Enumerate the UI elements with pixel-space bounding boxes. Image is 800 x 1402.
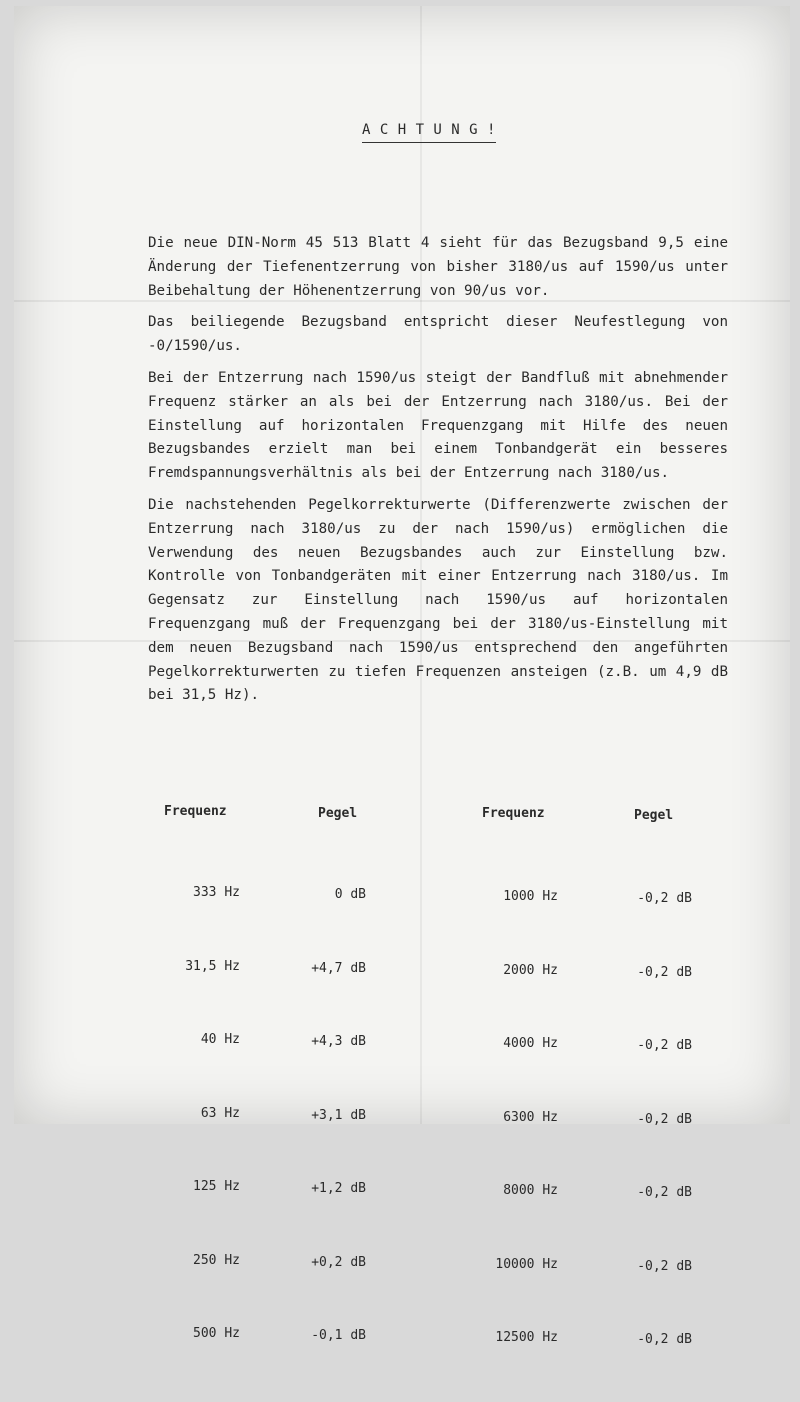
- table-cell: 8000 Hz: [503, 1183, 558, 1198]
- table-cell: 12500 Hz: [495, 1330, 558, 1345]
- table-cell: 63 Hz: [200, 1105, 240, 1121]
- header-frequency-right: Frequenz: [482, 806, 545, 821]
- table-cell: 125 Hz: [193, 1179, 240, 1194]
- table-cell: +4,7 dB: [311, 960, 366, 976]
- table-cell: 0 dB: [334, 887, 366, 902]
- column-level-right: [602, 838, 692, 1402]
- table-cell: +1,2 dB: [311, 1181, 366, 1196]
- table-cell: -0,1 dB: [311, 1328, 366, 1343]
- table-cell: +3,1 dB: [311, 1107, 366, 1123]
- table-cell: 1000 Hz: [503, 889, 558, 904]
- header-frequency-left: Frequenz: [164, 804, 227, 819]
- table-cell: +0,2 dB: [311, 1254, 366, 1270]
- column-frequency-left: [150, 832, 240, 1396]
- table-cell: 40 Hz: [200, 1032, 240, 1047]
- body-text: [148, 232, 728, 716]
- table-cell: 10000 Hz: [495, 1256, 558, 1272]
- column-level-left: [276, 834, 366, 1398]
- table-cell: -0,2 dB: [637, 1332, 692, 1347]
- table-cell: 2000 Hz: [503, 962, 558, 978]
- table-cell: 500 Hz: [193, 1326, 240, 1341]
- table-cell: 333 Hz: [193, 885, 240, 900]
- table-cell: -0,2 dB: [637, 891, 692, 906]
- table-cell: 31,5 Hz: [185, 958, 240, 974]
- header-level-left: Pegel: [318, 806, 358, 821]
- table-cell: -0,2 dB: [637, 1038, 692, 1053]
- paragraph: Die nachstehenden Pegelkorrekturwerte (Differenzwerte zwischen der Entzerrung nach 3180/us zu der nach 1590/us) ermöglichen die Verwendung des neuen Bezugsbandes auch zur Einstellung bzw. Kontrolle von Tonbandgeräten mit einer Entzerrung nach 3180/us. Im Gegensatz zur Einstellung nach 1590/us auf horizontalen Frequenzgang muß der Frequenzgang bei der 3180/us-Einstellung mit dem neuen Bezugsband nach 1590/us entsprechend den angeführten Pegelkorrekturwerten zu tiefen Frequenzen ansteigen (z.B. um 4,9 dB bei 31,5 Hz).: [148, 496, 728, 704]
- table-cell: 4000 Hz: [503, 1036, 558, 1051]
- table-cell: +4,3 dB: [311, 1034, 366, 1049]
- table-cell: 250 Hz: [193, 1252, 240, 1268]
- table-cell: -0,2 dB: [637, 1185, 692, 1200]
- table-cell: -0,2 dB: [637, 964, 692, 980]
- table-cell: -0,2 dB: [637, 1111, 692, 1127]
- paragraph: Die neue DIN-Norm 45 513 Blatt 4 sieht für das Bezugsband 9,5 eine Änderung der Tiefenentzerrung von bisher 3180/us auf 1590/us unter Beibehaltung der Höhenentzerrung von 90/us vor.: [148, 235, 728, 299]
- paragraph: Das beiliegende Bezugsband entspricht dieser Neufestlegung von -0/1590/us.: [148, 314, 728, 355]
- table-cell: -0,2 dB: [637, 1258, 692, 1274]
- column-frequency-right: [460, 836, 558, 1400]
- table-cell: 6300 Hz: [503, 1109, 558, 1125]
- page-title: A C H T U N G !: [362, 122, 496, 143]
- paragraph: Bei der Entzerrung nach 1590/us steigt der Bandfluß mit abnehmender Frequenz stärker an als bei der Entzerrung nach 3180/us. Bei der Einstellung auf horizontalen Frequenzgang mit Hilfe des neuen Bezugsbandes erzielt man bei einem Tonbandgerät ein besseres Fremdspannungsverhältnis als bei der Entzerrung nach 3180/us.: [148, 369, 728, 482]
- header-level-right: Pegel: [634, 808, 674, 823]
